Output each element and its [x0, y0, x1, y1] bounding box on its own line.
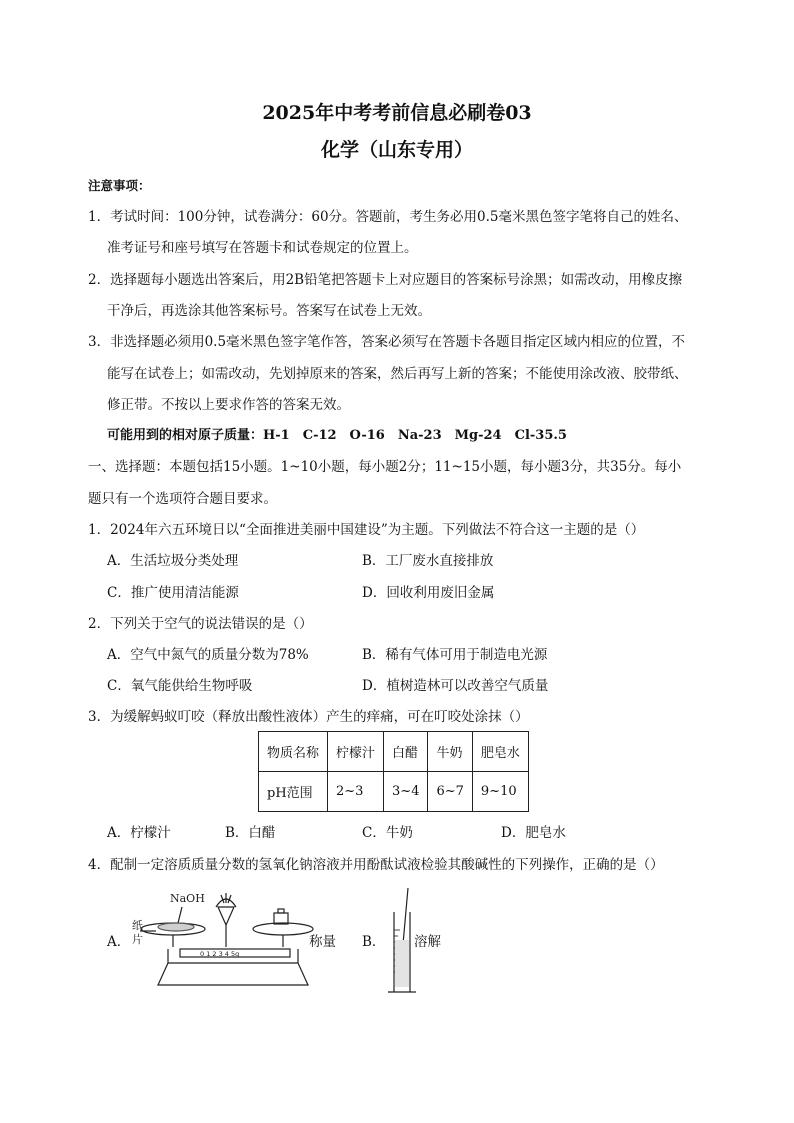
atomic-masses: 可能用到的相对原子质量：H-1 C-12 O-16 Na-23 Mg-24 Cl-35.5	[107, 428, 567, 443]
q2-option-d: D．植树造林可以改善空气质量	[362, 678, 549, 694]
q4-stem: 4．配制一定溶质质量分数的氢氧化钠溶液并用酚酞试液检验其酸碱性的下列操作，正确的是（）	[88, 857, 664, 873]
table-cell: 3~4	[384, 772, 428, 812]
table-row	[259, 772, 529, 812]
paper-label-2: 片	[132, 933, 143, 946]
note-2-line-2: 干净后，再选涂其他答案标号。答案写在试卷上无效。	[107, 303, 431, 319]
note-1-line-2: 准考证号和座号填写在答题卡和试卷规定的位置上。	[107, 240, 418, 256]
table-row	[259, 732, 529, 772]
balance-scale-diagram	[118, 885, 314, 995]
q1-option-d: D．回收利用废旧金属	[362, 585, 495, 601]
table-cell: 6~7	[428, 772, 472, 812]
note-3-line-3: 修正带。不按以上要求作答的答案无效。	[107, 397, 350, 413]
table-cell: pH范围	[259, 772, 328, 812]
q3-option-d: D．肥皂水	[501, 825, 566, 841]
paper-subtitle: 化学（山东专用）	[320, 139, 473, 161]
paper-title: 2025年中考考前信息必刷卷03	[262, 102, 532, 124]
q2-option-c: C．氧气能供给生物呼吸	[107, 678, 253, 694]
note-3-line-2: 能写在试卷上；如需改动，先划掉原来的答案，然后再写上新的答案；不能使用涂改液、胶带纸、	[107, 366, 688, 382]
q1-option-c: C．推广使用清洁能源	[107, 585, 239, 601]
q3-option-c: C．牛奶	[362, 825, 413, 841]
notes-heading: 注意事项：	[88, 178, 151, 193]
q3-stem: 3．为缓解蚂蚁叮咬（释放出酸性液体）产生的痒痛，可在叮咬处涂抹（）	[88, 709, 529, 725]
q4-option-b-caption: 溶解	[414, 934, 441, 950]
q2-option-b: B．稀有气体可用于制造电光源	[362, 647, 548, 663]
section-1-line-2: 题只有一个选项符合题目要求。	[88, 491, 277, 507]
ph-table	[258, 731, 529, 812]
q1-option-b: B．工厂废水直接排放	[362, 553, 494, 569]
q4-option-a-caption: 称量	[309, 934, 336, 950]
q4-option-a-label: A．	[107, 934, 131, 950]
note-2-line-1: 2．选择题每小题选出答案后，用2B铅笔把答题卡上对应题目的答案标号涂黑；如需改动，用橡皮擦	[88, 272, 683, 288]
q3-option-b: B．白醋	[225, 825, 276, 841]
q2-option-a: A．空气中氮气的质量分数为78%	[107, 647, 309, 663]
q1-option-a: A．生活垃圾分类处理	[107, 553, 239, 569]
table-cell: 肥皂水	[472, 732, 528, 772]
naoh-label: NaOH	[170, 892, 205, 905]
table-cell: 白醋	[384, 732, 428, 772]
paper-label-1: 纸	[132, 919, 143, 932]
table-cell: 物质名称	[259, 732, 328, 772]
table-cell: 牛奶	[428, 732, 472, 772]
table-cell: 9~10	[472, 772, 528, 812]
q3-option-a: A．柠檬汁	[107, 825, 171, 841]
note-3-line-1: 3．非选择题必须用0.5毫米黑色签字笔作答，答案必须写在答题卡各题目指定区域内相应的位置，不	[88, 334, 686, 350]
scale-numbers: 0 1 2 3 4 5g	[200, 950, 240, 958]
q4-option-b-label: B．	[362, 934, 386, 950]
q2-stem: 2．下列关于空气的说法错误的是（）	[88, 616, 313, 632]
q1-stem: 1．2024年六五环境日以“全面推进美丽中国建设”为主题。下列做法不符合这一主题的是（）	[88, 522, 645, 538]
section-1-line-1: 一、选择题：本题包括15小题。1~10小题，每小题2分；11~15小题，每小题3分，共35分。每小	[88, 459, 682, 475]
table-cell: 柠檬汁	[328, 732, 384, 772]
note-1-line-1: 1．考试时间：100分钟，试卷满分：60分。答题前，考生务必用0.5毫米黑色签字笔将自己的姓名、	[88, 209, 688, 225]
table-cell: 2~3	[328, 772, 384, 812]
